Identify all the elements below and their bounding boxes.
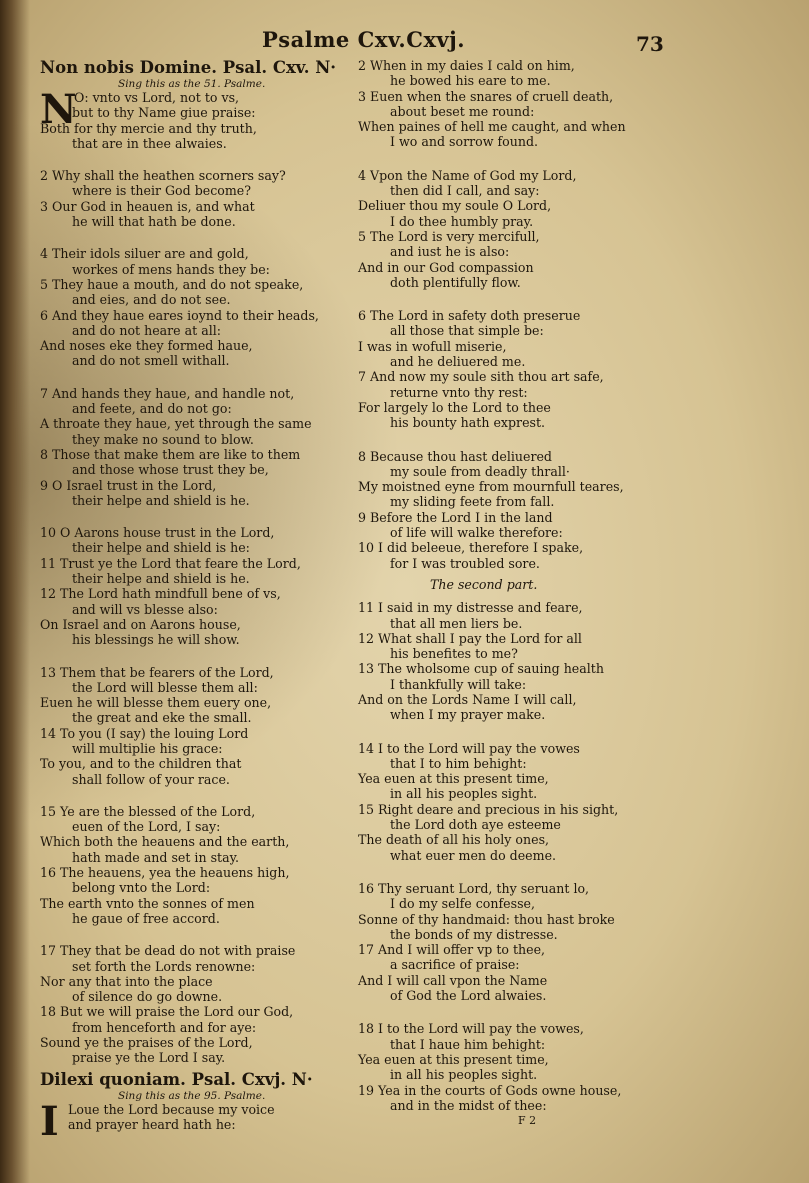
verse-line: what euer men do deeme.: [390, 847, 557, 863]
verse-line: the bonds of my distresse.: [390, 926, 558, 942]
verse-line: 4 Vpon the Name of God my Lord,: [358, 167, 577, 183]
verse-line: praise ye the Lord I say.: [72, 1050, 226, 1066]
verse-line: 15 Right deare and precious in his sight,: [358, 801, 619, 817]
stanza: [358, 168, 643, 290]
verse-line: On Israel and on Aarons house,: [40, 616, 241, 632]
psalm-116-title: Dilexi quoniam. Psal. Cxvj. N·: [40, 1069, 313, 1089]
verse-line: and eies, and do not see.: [72, 292, 231, 308]
verse-line: the Lord will blesse them all:: [72, 679, 258, 695]
stanza: [40, 665, 370, 787]
verse-line: 10 O Aarons house trust in the Lord,: [40, 525, 275, 541]
verse-line: 14 To you (I say) the louing Lord: [40, 725, 249, 741]
verse-line: 10 I did beleeue, therefore I spake,: [358, 540, 584, 556]
verse-line: of life will walke therefore:: [390, 525, 563, 541]
verse-line: 9 O Israel trust in the Lord,: [40, 477, 217, 493]
verse-line: that I haue him behight:: [390, 1036, 546, 1052]
verse-line: that all men liers be.: [390, 615, 523, 631]
verse-line: And I will call vpon the Name: [358, 972, 548, 988]
verse-line: 5 They haue a mouth, and do not speake,: [40, 276, 304, 292]
verse-line: I thankfully will take:: [390, 676, 527, 692]
verse-line: And on the Lords Name I will call,: [358, 691, 577, 707]
verse-line: shall follow of your race.: [72, 771, 230, 787]
verse-line: A throate they haue, yet through the same: [40, 416, 312, 432]
stanza: [40, 804, 370, 926]
verse-line: set forth the Lords renowne:: [72, 958, 256, 974]
verse-line: he will that hath be done.: [72, 214, 236, 230]
verse-line: 5 The Lord is very mercifull,: [358, 228, 540, 244]
page-number: 73: [636, 32, 664, 56]
verse-line: Sound ye the praises of the Lord,: [40, 1035, 253, 1051]
verse-line: but to thy Name giue praise:: [72, 105, 256, 121]
verse-line: all those that simple be:: [390, 323, 544, 339]
verse-line: 13 The wholsome cup of sauing health: [358, 661, 604, 677]
verse-line: when I my prayer make.: [390, 707, 546, 723]
verse-line: 15 Ye are the blessed of the Lord,: [40, 803, 256, 819]
verse-line: Deliuer thou my soule O Lord,: [358, 198, 552, 214]
verse-line: Yea euen at this present time,: [358, 771, 549, 787]
verse-line: 19 Yea in the courts of Gods owne house,: [358, 1082, 622, 1098]
verse-line: To you, and to the children that: [40, 756, 242, 772]
verse-line: Both for thy mercie and thy truth,: [40, 120, 257, 136]
verse-line: The earth vnto the sonnes of men: [40, 895, 255, 911]
verse-line: The death of all his holy ones,: [358, 832, 550, 848]
verse-line: 7 And hands they haue, and handle not,: [40, 385, 295, 401]
verse-line: 12 What shall I pay the Lord for all: [358, 630, 582, 646]
drop-cap: N: [40, 86, 77, 133]
verse-line: 18 But we will praise the Lord our God,: [40, 1004, 294, 1020]
verse-line: 18 I to the Lord will pay the vowes,: [358, 1021, 584, 1037]
verse-line: about beset me round:: [390, 103, 535, 119]
verse-line: 4 Their idols siluer are and gold,: [40, 246, 249, 262]
verse-line: Loue the Lord because my voice: [68, 1101, 275, 1117]
stanza: [40, 168, 370, 229]
verse-line: a sacrifice of praise:: [390, 957, 520, 973]
verse-line: that I to him behight:: [390, 755, 527, 771]
verse-line: 9 Before the Lord I in the land: [358, 509, 553, 525]
verse-line: of God the Lord alwaies.: [390, 988, 547, 1004]
verse-line: in all his peoples sight.: [390, 1067, 538, 1083]
tune-direction: Sing this as the 51. Psalme.: [118, 78, 266, 90]
stanza: [40, 386, 370, 508]
verse-line: 2 When in my daies I cald on him,: [358, 58, 575, 73]
verse-line: O: vnto vs Lord, not to vs,: [74, 90, 240, 105]
running-title: Psalme Cxv.Cxvj.: [262, 27, 466, 52]
verse-line: and in the midst of thee:: [390, 1097, 547, 1113]
verse-line: workes of mens hands they be:: [72, 261, 270, 277]
stanza: [358, 741, 643, 863]
verse-line: I do my selfe confesse,: [390, 896, 535, 912]
verse-line: my soule from deadly thrall·: [390, 463, 570, 479]
stanza: [40, 943, 370, 1065]
verse-line: I was in wofull miserie,: [358, 338, 507, 354]
verse-line: Sonne of thy handmaid: thou hast broke: [358, 911, 615, 927]
verse-line: Nor any that into the place: [40, 973, 213, 989]
verse-line: 8 Those that make them are like to them: [40, 446, 301, 462]
verse-line: For largely lo the Lord to thee: [358, 399, 551, 415]
stanza: [358, 308, 643, 430]
verse-line: Euen he will blesse them euery one,: [40, 695, 272, 711]
verse-line: and do not heare at all:: [72, 322, 222, 338]
verse-line: that are in thee alwaies.: [72, 135, 227, 151]
verse-line: the great and eke the small.: [72, 710, 252, 726]
verse-line: belong vnto the Lord:: [72, 880, 211, 896]
verse-line: 3 Euen when the snares of cruell death,: [358, 88, 614, 104]
stanza: [358, 881, 643, 1003]
verse-line: 17 And I will offer vp to thee,: [358, 942, 546, 958]
verse-line: his blessings he will show.: [72, 632, 240, 648]
verse-line: of silence do go downe.: [72, 989, 223, 1005]
verse-line: 11 I said in my distresse and feare,: [358, 600, 583, 616]
verse-line: their helpe and shield is he.: [72, 571, 250, 587]
verse-line: then did I call, and say:: [390, 183, 540, 199]
stanza: [358, 1021, 643, 1113]
verse-line: and will vs blesse also:: [72, 601, 218, 617]
verse-line: I do thee humbly pray.: [390, 213, 534, 229]
verse-line: and feete, and do not go:: [72, 401, 232, 417]
stanza: [40, 1097, 370, 1145]
tune-direction: Sing this as the 95. Psalme.: [118, 1089, 266, 1102]
verse-line: returne vnto thy rest:: [390, 384, 528, 400]
second-part-label: The second part.: [430, 576, 538, 592]
verse-line: 17 They that be dead do not with praise: [40, 943, 296, 959]
verse-line: Yea euen at this present time,: [358, 1051, 549, 1067]
verse-line: his bounty hath exprest.: [390, 415, 546, 431]
stanza: [40, 86, 370, 151]
verse-line: their helpe and shield is he:: [72, 540, 250, 556]
verse-line: from henceforth and for aye:: [72, 1019, 257, 1035]
verse-line: and he deliuered me.: [390, 354, 526, 370]
verse-line: for I was troubled sore.: [390, 555, 540, 571]
verse-line: 6 The Lord in safety doth preserue: [358, 308, 581, 324]
verse-line: he bowed his eare to me.: [390, 73, 551, 89]
verse-line: I wo and sorrow found.: [390, 134, 539, 150]
stanza: [40, 246, 370, 368]
verse-line: 13 Them that be fearers of the Lord,: [40, 664, 274, 680]
right-column: [358, 58, 643, 1128]
verse-line: will multiplie his grace:: [72, 740, 223, 756]
verse-line: 14 I to the Lord will pay the vowes: [358, 740, 580, 756]
psalm-115-title: Non nobis Domine. Psal. Cxv. N·: [40, 58, 337, 77]
verse-line: his benefites to me?: [390, 646, 518, 662]
verse-line: Which both the heauens and the earth,: [40, 834, 290, 850]
verse-line: When paines of hell me caught, and when: [358, 119, 626, 135]
verse-line: and those whose trust they be,: [72, 462, 269, 478]
verse-line: 11 Trust ye the Lord that feare the Lord,: [40, 555, 301, 571]
binding-gutter: [0, 0, 30, 1183]
verse-line: and prayer heard hath he:: [68, 1116, 236, 1132]
stanza: [358, 449, 643, 571]
verse-line: 12 The Lord hath mindfull bene of vs,: [40, 586, 281, 602]
verse-line: doth plentifully flow.: [390, 274, 521, 290]
verse-line: 6 And they haue eares ioynd to their heads,: [40, 307, 319, 323]
verse-line: 7 And now my soule sith thou art safe,: [358, 369, 604, 385]
verse-line: and do not smell withall.: [72, 353, 230, 369]
verse-line: 3 Our God in heauen is, and what: [40, 198, 255, 214]
verse-line: he gaue of free accord.: [72, 910, 220, 926]
left-column: [40, 58, 370, 1149]
drop-cap: I: [40, 1097, 59, 1145]
verse-line: 2 Why shall the heathen scorners say?: [40, 168, 286, 184]
page-header: [0, 22, 809, 62]
verse-line: And in our God compassion: [358, 259, 534, 275]
stanza: [40, 525, 370, 647]
verse-line: and iust he is also:: [390, 244, 510, 260]
verse-line: 8 Because thou hast deliuered: [358, 448, 552, 464]
verse-line: my sliding feete from fall.: [390, 494, 555, 510]
verse-line: 16 Thy seruant Lord, thy seruant lo,: [358, 880, 590, 896]
verse-line: their helpe and shield is he.: [72, 492, 250, 508]
verse-line: the Lord doth aye esteeme: [390, 817, 561, 833]
stanza: [358, 58, 643, 150]
verse-line: hath made and set in stay.: [72, 849, 240, 865]
verse-line: euen of the Lord, I say:: [72, 819, 221, 835]
stanza: [358, 600, 643, 722]
verse-line: 16 The heauens, yea the heauens high,: [40, 865, 290, 881]
verse-line: in all his peoples sight.: [390, 786, 538, 802]
verse-line: where is their God become?: [72, 183, 251, 199]
verse-line: they make no sound to blow.: [72, 431, 254, 447]
signature-mark: F 2: [518, 1114, 537, 1128]
verse-line: My moistned eyne from mournfull teares,: [358, 479, 624, 495]
verse-line: And noses eke they formed haue,: [40, 338, 253, 354]
